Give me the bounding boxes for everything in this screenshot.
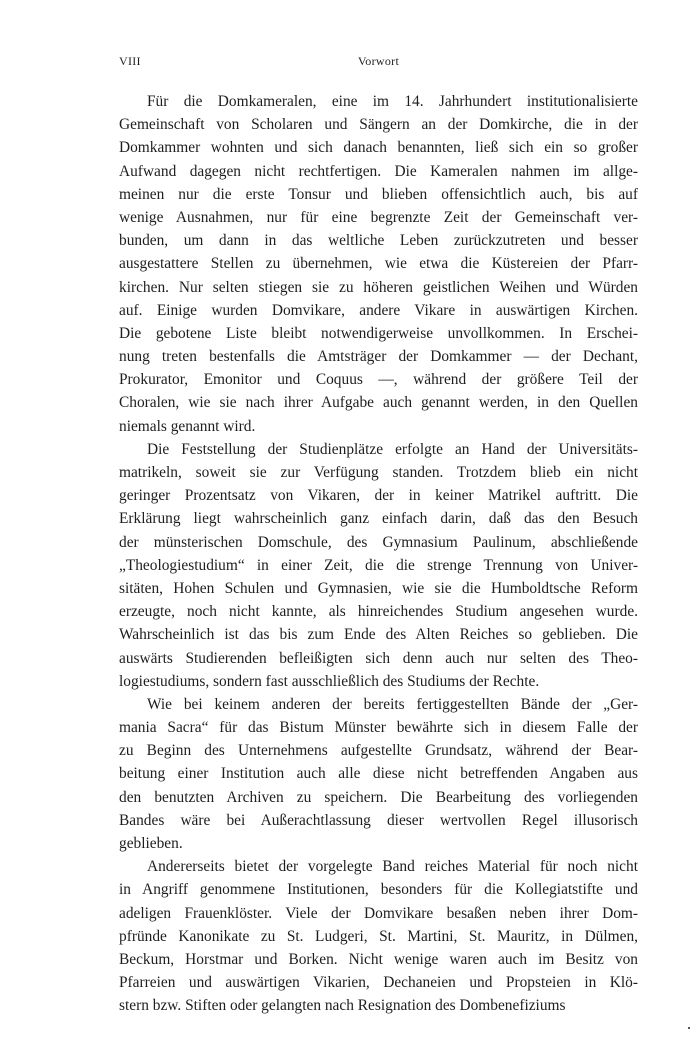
text-line: Für die Domkameralen, eine im 14. Jahrhundert institutionalisierte [147, 93, 638, 110]
text-line: logiestudiums, sondern fast ausschließlich des Studiums der Rechte. [119, 672, 540, 690]
text-line: erzeugte, noch nicht kannte, als hinreichendes Studium angesehen wurde. [119, 603, 638, 621]
text-line: Gemeinschaft von Scholaren und Sängern an der Domkirche, die in der [119, 116, 638, 134]
text-line: pfründe Kanonikate zu St. Ludgeri, St. Martini, St. Mauritz, in Dülmen, [119, 927, 638, 945]
text-line: Bandes wäre bei Außerachtlassung dieser wertvollen Regel illusorisch [119, 811, 638, 829]
text-line: Andererseits bietet der vorgelegte Band reiches Material für noch nicht [147, 858, 638, 876]
text-line: auswärts Studierenden befleißigten sich denn auch nur selten des Theo- [119, 649, 638, 667]
text-line: „Theologiestudium“ in einer Zeit, die die strenge Trennung von Univer- [119, 556, 638, 574]
paragraph [119, 90, 638, 438]
text-line: mania Sacra“ für das Bistum Münster bewährte sich in diesem Falle der [119, 719, 638, 737]
text-line: stern bzw. Stiften oder gelangten nach Resignation des Dombenefiziums [119, 997, 566, 1015]
text-line: Aufwand dagegen nicht rechtfertigen. Die Kameralen nahmen im allge- [119, 162, 638, 180]
text-line: Erklärung liegt wahrscheinlich ganz einfach darin, daß das den Besuch [119, 510, 638, 528]
text-line: kirchen. Nur selten stiegen sie zu höheren geistlichen Weihen und Würden [119, 278, 638, 296]
text-line: matrikeln, soweit sie zur Verfügung standen. Trotzdem blieb ein nicht [119, 464, 638, 481]
text-line: meinen nur die erste Tonsur und blieben offensichtlich auch, bis auf [119, 185, 638, 203]
text-line: niemals genannt wird. [119, 417, 256, 435]
text-line: Wie bei keinem anderen der bereits fertiggestellten Bände der „Ger- [147, 695, 638, 713]
paragraph [119, 693, 638, 855]
text-line: Choralen, wie sie nach ihrer Aufgabe auch genannt werden, in den Quellen [119, 394, 638, 412]
text-line: Domkammer wohnten und sich danach benannten, ließ sich ein so großer [119, 139, 638, 157]
text-line: Pfarreien und auswärtigen Vikarien, Dechaneien und Propsteien in Klö- [119, 974, 638, 992]
text-line: Die gebotene Liste bleibt notwendigerweise unvollkommen. In Erschei- [119, 324, 638, 342]
stray-mark [688, 1027, 690, 1029]
text-line: ausgestattere Stellen zu übernehmen, wie etwa die Küstereien der Pfarr- [119, 255, 638, 273]
text-line: sitäten, Hohen Schulen und Gymnasien, wie sie die Humboldtsche Reform [119, 579, 638, 597]
text-line: auf. Einige wurden Domvikare, andere Vikare in auswärtigen Kirchen. [119, 301, 638, 319]
text-line: beitung einer Institution auch alle diese nicht betreffenden Angaben aus [119, 765, 638, 783]
text-line: geblieben. [119, 835, 183, 852]
running-head [119, 54, 638, 70]
text-line: nung treten bestenfalls die Amtsträger der Domkammer — der Dechant, [119, 348, 638, 366]
text-line: Wahrscheinlich ist das bis zum Ende des Alten Reiches so geblieben. Die [119, 626, 638, 644]
text-line: Beckum, Horstmar und Borken. Nicht wenige waren auch im Besitz von [119, 950, 638, 968]
text-line: den benutzten Archiven zu speichern. Die Bearbeitung des vorliegenden [119, 788, 638, 806]
text-line: der münsterischen Domschule, des Gymnasium Paulinum, abschließende [119, 533, 638, 551]
text-line: geringer Prozentsatz von Vikaren, der in keiner Matrikel auftritt. Die [119, 487, 638, 505]
text-line: bunden, um dann in das weltliche Leben zurückzutreten und besser [119, 232, 638, 250]
text-line: adeligen Frauenklöster. Viele der Domvikare besaßen neben ihrer Dom- [119, 904, 638, 922]
text-line: wenige Ausnahmen, nur für eine begrenzte Zeit der Gemeinschaft ver- [119, 208, 638, 226]
text-line: Prokurator, Emonitor und Coquus —, während der größere Teil der [119, 371, 638, 389]
paragraph [119, 438, 638, 693]
page-number: VIII [119, 54, 141, 68]
section-title: Vorwort [357, 54, 400, 68]
text-line: in Angriff genommene Institutionen, besonders für die Kollegiatstifte und [119, 881, 638, 899]
text-line: Die Feststellung der Studienplätze erfolgte an Hand der Universitäts- [147, 440, 638, 458]
paragraph [119, 855, 638, 1017]
body-text [119, 90, 638, 1018]
text-line: zu Beginn des Unternehmens aufgestellte Grundsatz, während der Bear- [119, 742, 638, 760]
